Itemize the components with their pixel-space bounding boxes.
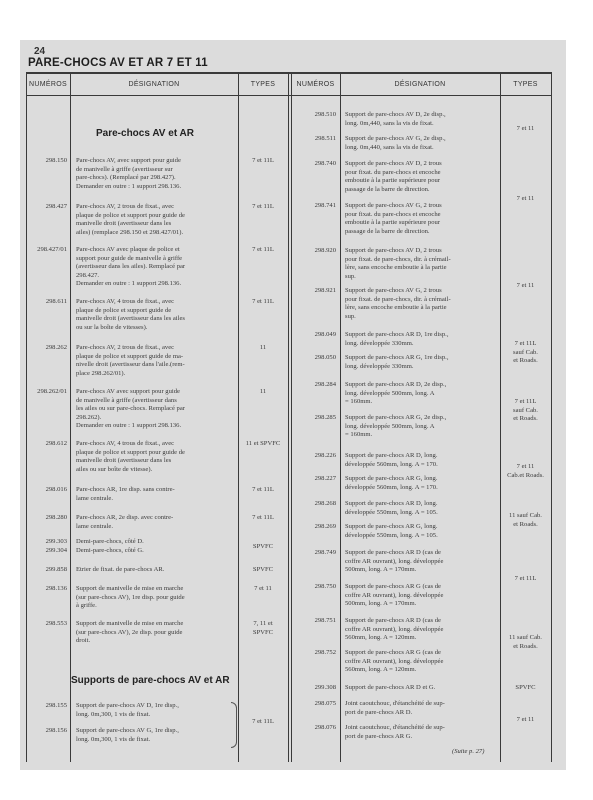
designation-line: droit. (76, 637, 91, 645)
part-number: 298.553 (45, 620, 67, 627)
types-line: 7 et 11 (516, 125, 535, 132)
types-line: 7 et 11 (516, 463, 535, 470)
part-designation (345, 287, 500, 321)
designation-line: coffre AR ouvrant), long. développée (345, 625, 444, 633)
designation-line: Support de pare-chocs AR G, long. (345, 475, 438, 482)
part-designation (76, 620, 238, 646)
rule-col (238, 72, 239, 762)
part-number: 298.750 (314, 583, 336, 590)
part-designation (345, 202, 500, 236)
designation-line: coffre AR ouvrant), long. développée (345, 557, 444, 565)
designation-line: lame centrale. (76, 522, 113, 530)
types-line: 7 et 11L (252, 486, 274, 493)
types-line: 7 et 11L (252, 514, 274, 521)
designation-line: support pour guide de manivelle à griffe (76, 254, 183, 262)
part-types (238, 514, 288, 523)
types-line: SPVFC (515, 684, 536, 691)
designation-line: = 160mm. (345, 398, 373, 406)
page-number: 24 (34, 46, 46, 57)
designation-line: (sur pare-chocs AV), 2e disp. pour guide (76, 628, 183, 636)
designation-line: Support de pare-chocs AV D, 1re disp., (76, 702, 179, 709)
part-number: 298.262/01 (37, 388, 67, 395)
part-number: 298.049 (314, 331, 336, 338)
header-types: TYPES (513, 81, 538, 88)
part-number: 298.150 (45, 157, 67, 164)
designation-line: nivelle droit (avertisseur dans l'aile.(rem- (76, 361, 185, 369)
designation-line: Demander en outre : 1 support 298.136. (76, 422, 182, 430)
part-types (238, 203, 288, 212)
types-line: et Roads. (513, 357, 538, 365)
designation-line: manivelle droit (avertisseur dans les (76, 220, 172, 228)
designation-line: Support de pare-chocs AV G, 2e disp., (345, 135, 446, 142)
part-designation (345, 684, 500, 693)
part-designation (76, 440, 238, 474)
rule-col (551, 72, 552, 762)
part-number: 298.751 (314, 617, 336, 624)
designation-line: Support de pare-chocs AR G (cas de (345, 583, 441, 590)
page-title: PARE-CHOCS AV ET AR 7 ET 11 (28, 57, 208, 69)
types-line: 7 et 11L (252, 246, 274, 253)
designation-line: Support de pare-chocs AR D, long. (345, 500, 438, 507)
part-number: 299.308 (314, 684, 336, 691)
part-number: 298.427 (45, 203, 67, 210)
types-line: 7 et 11 (516, 195, 535, 202)
designation-line: Support de pare-chocs AR D, long. (345, 452, 438, 459)
designation-line: Pare-chocs AR, 2e disp. avec contre- (76, 514, 174, 521)
designation-line: ou sur la boîte de vitesses). (76, 323, 148, 331)
part-types (238, 388, 288, 397)
part-number: 299.858 (45, 566, 67, 573)
rule-col (26, 72, 27, 762)
part-number: 298.280 (45, 514, 67, 521)
designation-line: plaque de police et support pour guide de (76, 211, 185, 219)
part-number: 298.427/01 (37, 246, 67, 253)
header-designation: DÉSIGNATION (394, 81, 446, 88)
types-line: et Roads. (513, 642, 538, 650)
part-designation (76, 514, 238, 531)
part-number: 298.752 (314, 649, 336, 656)
designation-line: Support de pare-chocs AR D (cas de (345, 549, 441, 556)
part-number: 298.612 (45, 440, 67, 447)
types-line: sauf Cab. (513, 406, 538, 414)
part-types (500, 512, 551, 529)
designation-line: lère, sans encoche emboutie à la partie (345, 304, 447, 312)
part-number: 298.076 (314, 724, 336, 731)
designation-line: coffre AR ouvrant), long. développée (345, 657, 444, 665)
designation-line: manivelle droit (avertisseur dans les ailes (76, 315, 185, 323)
part-designation (345, 583, 500, 609)
designation-line: sup. (345, 272, 356, 280)
designation-line: Support de pare-chocs AV G, 2 trous (345, 202, 442, 209)
designation-line: Support de pare-chocs AV G, 2 trous (345, 287, 442, 294)
part-number: 298.050 (314, 354, 336, 361)
designation-line: long. 0m,440, sans la vis de fixat. (345, 143, 434, 151)
rule-col (340, 72, 341, 762)
rule-top (26, 72, 552, 74)
designation-line: plaque de police et support guide de (76, 306, 172, 314)
designation-line: long. développée 500mm, long. A (345, 422, 435, 430)
part-types (238, 486, 288, 495)
part-number: 298.269 (314, 523, 336, 530)
part-designation (76, 585, 238, 611)
part-designation (345, 475, 500, 492)
designation-line: 560mm, long. A = 120mm. (345, 666, 417, 674)
designation-line: pour fixat. du pare-chocs et encoche (345, 210, 441, 218)
part-designation (345, 649, 500, 675)
types-line: 11 sauf Cab. (509, 512, 542, 519)
types-line: 11 (259, 344, 267, 351)
designation-line: passage de la barre de direction. (345, 185, 430, 193)
part-designation (76, 246, 238, 289)
designation-line: lère, sans encoche emboutie à la partie (345, 264, 447, 272)
designation-line: pare-chocs). (Remplacé par 298.427). (76, 174, 176, 182)
part-designation (76, 538, 238, 547)
designation-line: développée 550mm, long. A = 105. (345, 531, 438, 539)
part-designation (345, 135, 500, 152)
designation-line: développée 560mm, long. A = 170. (345, 460, 438, 468)
designation-line: manivelle droit (avertisseur dans les (76, 457, 172, 465)
types-line: 7 et 11 (516, 716, 535, 723)
part-types (238, 246, 288, 255)
designation-line: Pare-chocs AV avec support pour guide (76, 388, 180, 395)
part-number: 298.749 (314, 549, 336, 556)
rule-col (70, 72, 71, 762)
designation-line: Support de pare-chocs AR G, 2e disp., (345, 414, 447, 421)
part-types (500, 575, 551, 584)
types-line: SPVFC (252, 543, 274, 550)
designation-line: long. développée 330mm. (345, 339, 414, 347)
types-line: 7 et 11L (514, 575, 537, 582)
types-line: 7 et 11L (252, 157, 274, 164)
part-number: 299.304 (45, 547, 67, 554)
section-heading: Pare-chocs AV et AR (96, 128, 194, 139)
designation-line: long. développée 330mm. (345, 362, 414, 370)
designation-line: Support de pare-chocs AR G, long. (345, 523, 438, 530)
part-designation (345, 247, 500, 281)
part-number: 298.284 (314, 381, 336, 388)
part-number: 298.136 (45, 585, 67, 592)
designation-line: coffre AR ouvrant), long. développée (345, 591, 444, 599)
part-number: 298.611 (45, 298, 67, 305)
designation-line: Support de manivelle de mise en marche (76, 585, 184, 592)
part-designation (76, 727, 238, 744)
part-designation (345, 617, 500, 643)
part-types (500, 125, 551, 134)
types-line: 7 et 11L (252, 718, 274, 725)
designation-line: pour fixat. de pare-chocs, dir. à crémail- (345, 255, 451, 263)
part-designation (76, 344, 238, 378)
designation-line: Support de pare-chocs AV D, 2e disp., (345, 111, 446, 118)
part-designation (76, 547, 238, 556)
designation-line: 560mm, long. A = 120mm. (345, 634, 417, 642)
part-designation (345, 700, 500, 717)
types-line: Cab.et Roads. (507, 471, 544, 479)
designation-line: Demi-pare-chocs, côté G. (76, 547, 144, 554)
part-types (500, 634, 551, 651)
designation-line: Support de pare-chocs AR D, 2e disp., (345, 381, 447, 388)
designation-line: Support de pare-chocs AV D, 2 trous (345, 247, 442, 254)
part-types (238, 440, 288, 449)
part-number: 298.262 (45, 344, 67, 351)
part-types (500, 340, 551, 366)
header-numeros: NUMÉROS (296, 81, 335, 88)
part-number: 298.920 (314, 247, 336, 254)
types-line: 7 et 11L (252, 298, 274, 305)
types-line: 7 et 11L (514, 398, 537, 405)
part-number: 299.303 (45, 538, 67, 545)
part-number: 298.155 (45, 702, 67, 709)
part-designation (345, 111, 500, 128)
part-types (500, 684, 551, 693)
header-types: TYPES (250, 81, 276, 88)
designation-line: développée 550mm, long. A = 105. (345, 508, 438, 516)
designation-line: place 298.262/01). (76, 369, 126, 377)
types-line: SPVFC (252, 628, 274, 636)
part-types (238, 620, 288, 637)
designation-line: 500mm, long. A = 170mm. (345, 566, 417, 574)
designation-line: à griffe. (76, 602, 97, 610)
part-types (238, 585, 288, 594)
designation-line: ailes) (remplace 298.150 et 298.427/01). (76, 228, 184, 236)
designation-line: long. développée 500mm, long. A (345, 389, 435, 397)
part-designation (345, 354, 500, 371)
designation-line: Support de pare-chocs AV G, 1re disp., (76, 727, 179, 734)
designation-line: Support de pare-chocs AR D (cas de (345, 617, 441, 624)
types-line: 7, 11 et (253, 620, 273, 627)
part-number: 298.156 (45, 727, 67, 734)
designation-line: développée 560mm, long. A = 170. (345, 483, 438, 491)
types-line: et Roads. (513, 520, 538, 528)
designation-line: sup. (345, 312, 356, 320)
designation-line: Joint caoutchouc, d'étanchéité de sup- (345, 700, 445, 707)
continued-note: (Suite p. 27) (452, 748, 485, 755)
types-line: sauf Cab. (513, 348, 538, 356)
designation-line: plaque de police et support guide de ma- (76, 352, 184, 360)
designation-line: Pare-chocs AV, 2 trous de fixat., avec (76, 344, 175, 351)
designation-line: Demander en outre : 1 support 298.136. (76, 182, 182, 190)
designation-line: Support de pare-chocs AR G, 1re disp., (345, 354, 449, 361)
designation-line: pour fixat. de pare-chocs, dir. à crémail- (345, 295, 451, 303)
part-types (500, 716, 551, 725)
section-heading: Supports de pare-chocs AV et AR (71, 675, 230, 686)
part-number: 298.921 (314, 287, 336, 294)
part-types (500, 195, 551, 204)
part-designation (76, 486, 238, 503)
designation-line: ailes ou sur boîte de vitesse). (76, 465, 153, 473)
designation-line: de manivelle à griffe (avertisseur dans (76, 396, 177, 404)
part-types (238, 344, 288, 353)
designation-line: Support de pare-chocs AR D et G. (345, 684, 436, 691)
part-designation (76, 157, 238, 191)
part-number: 298.510 (314, 111, 336, 118)
designation-line: emboutie à la partie supérieure pour (345, 177, 441, 185)
designation-line: plaque de police et support pour guide de (76, 448, 185, 456)
types-line: 7 et 11 (254, 585, 272, 592)
part-number: 298.226 (314, 452, 336, 459)
part-types (238, 157, 288, 166)
rule-header (26, 95, 552, 96)
types-line: 7 et 11L (514, 340, 537, 347)
rule-col-mid (288, 72, 289, 762)
designation-line: long. 0m,300, 1 vis de fixat. (76, 735, 151, 743)
designation-line: lame centrale. (76, 494, 113, 502)
part-types (238, 543, 288, 552)
types-line: SPVFC (252, 566, 274, 573)
part-number: 298.016 (45, 486, 67, 493)
designation-line: 298.262). (76, 413, 102, 421)
designation-line: Etrier de fixat. de pare-chocs AR. (76, 566, 165, 573)
designation-line: long. 0m,440, sans la vis de fixat. (345, 119, 434, 127)
part-designation (345, 414, 500, 440)
types-line: 11 sauf Cab. (509, 634, 542, 641)
designation-line: les ailes ou sur pare-chocs. Remplacé par (76, 405, 185, 413)
designation-line: = 160mm. (345, 431, 373, 439)
designation-line: de manivelle à griffe (avertisseur sur (76, 165, 173, 173)
part-designation (76, 203, 238, 237)
designation-line: Support de pare-chocs AR D, 1re disp., (345, 331, 449, 338)
designation-line: port de pare-chocs AR D. (345, 708, 413, 716)
part-designation (345, 724, 500, 741)
part-types (500, 463, 551, 480)
part-number: 298.268 (314, 500, 336, 507)
part-designation (76, 298, 238, 332)
types-line: et Roads. (513, 415, 538, 423)
designation-line: emboutie à la partie supérieure pour (345, 219, 441, 227)
part-designation (76, 702, 238, 719)
designation-line: Demander en outre : 1 support 298.136. (76, 280, 182, 288)
designation-line: pour fixat. du pare-chocs et encoche (345, 168, 441, 176)
designation-line: 298.427. (76, 271, 100, 279)
part-number: 298.075 (314, 700, 336, 707)
types-line: 7 et 11L (252, 203, 274, 210)
part-types (238, 718, 288, 727)
designation-line: long. 0m,300, 1 vis de fixat. (76, 710, 151, 718)
types-line: 11 et SPVFC (245, 440, 281, 447)
part-designation (76, 388, 238, 431)
part-designation (345, 523, 500, 540)
designation-line: Pare-chocs AR, 1re disp. sans contre- (76, 486, 175, 493)
designation-line: Support de pare-chocs AV D, 2 trous (345, 160, 442, 167)
designation-line: port de pare-chocs AR G. (345, 732, 413, 740)
designation-line: Pare-chocs AV, 4 trous de fixat., avec (76, 298, 175, 305)
part-designation (76, 566, 238, 575)
part-number: 298.740 (314, 160, 336, 167)
part-designation (345, 331, 500, 348)
types-line: 11 (259, 388, 267, 395)
part-types (238, 566, 288, 575)
designation-line: (sur pare-chocs AV), 1re disp. pour guide (76, 593, 185, 601)
designation-line: 500mm, long. A = 170mm. (345, 600, 417, 608)
designation-line: Support de manivelle de mise en marche (76, 620, 184, 627)
part-types (238, 298, 288, 307)
part-designation (345, 160, 500, 194)
part-designation (345, 500, 500, 517)
part-number: 298.285 (314, 414, 336, 421)
part-number: 298.741 (314, 202, 336, 209)
designation-line: Pare-chocs AV, 2 trous de fixat., avec (76, 203, 175, 210)
designation-line: passage de la barre de direction. (345, 227, 430, 235)
header-numeros: NUMÉROS (29, 81, 67, 88)
designation-line: Joint caoutchouc, d'étanchéité de sup- (345, 724, 445, 731)
part-types (500, 398, 551, 424)
part-designation (345, 549, 500, 575)
designation-line: Pare-chocs AV avec plaque de police et (76, 246, 180, 253)
part-designation (345, 381, 500, 407)
part-number: 298.511 (314, 135, 336, 142)
designation-line: Pare-chocs AV, avec support pour guide (76, 157, 181, 164)
part-designation (345, 452, 500, 469)
part-number: 298.227 (314, 475, 336, 482)
types-line: 7 et 11 (516, 282, 535, 289)
designation-line: Support de pare-chocs AR G (cas de (345, 649, 441, 656)
part-types (500, 282, 551, 291)
designation-line: Pare-chocs AV, 4 trous de fixat., avec (76, 440, 175, 447)
header-designation: DÉSIGNATION (128, 81, 180, 88)
designation-line: Demi-pare-chocs, côté D. (76, 538, 144, 545)
designation-line: (avertisseur dans les ailes). Remplacé par (76, 263, 186, 271)
